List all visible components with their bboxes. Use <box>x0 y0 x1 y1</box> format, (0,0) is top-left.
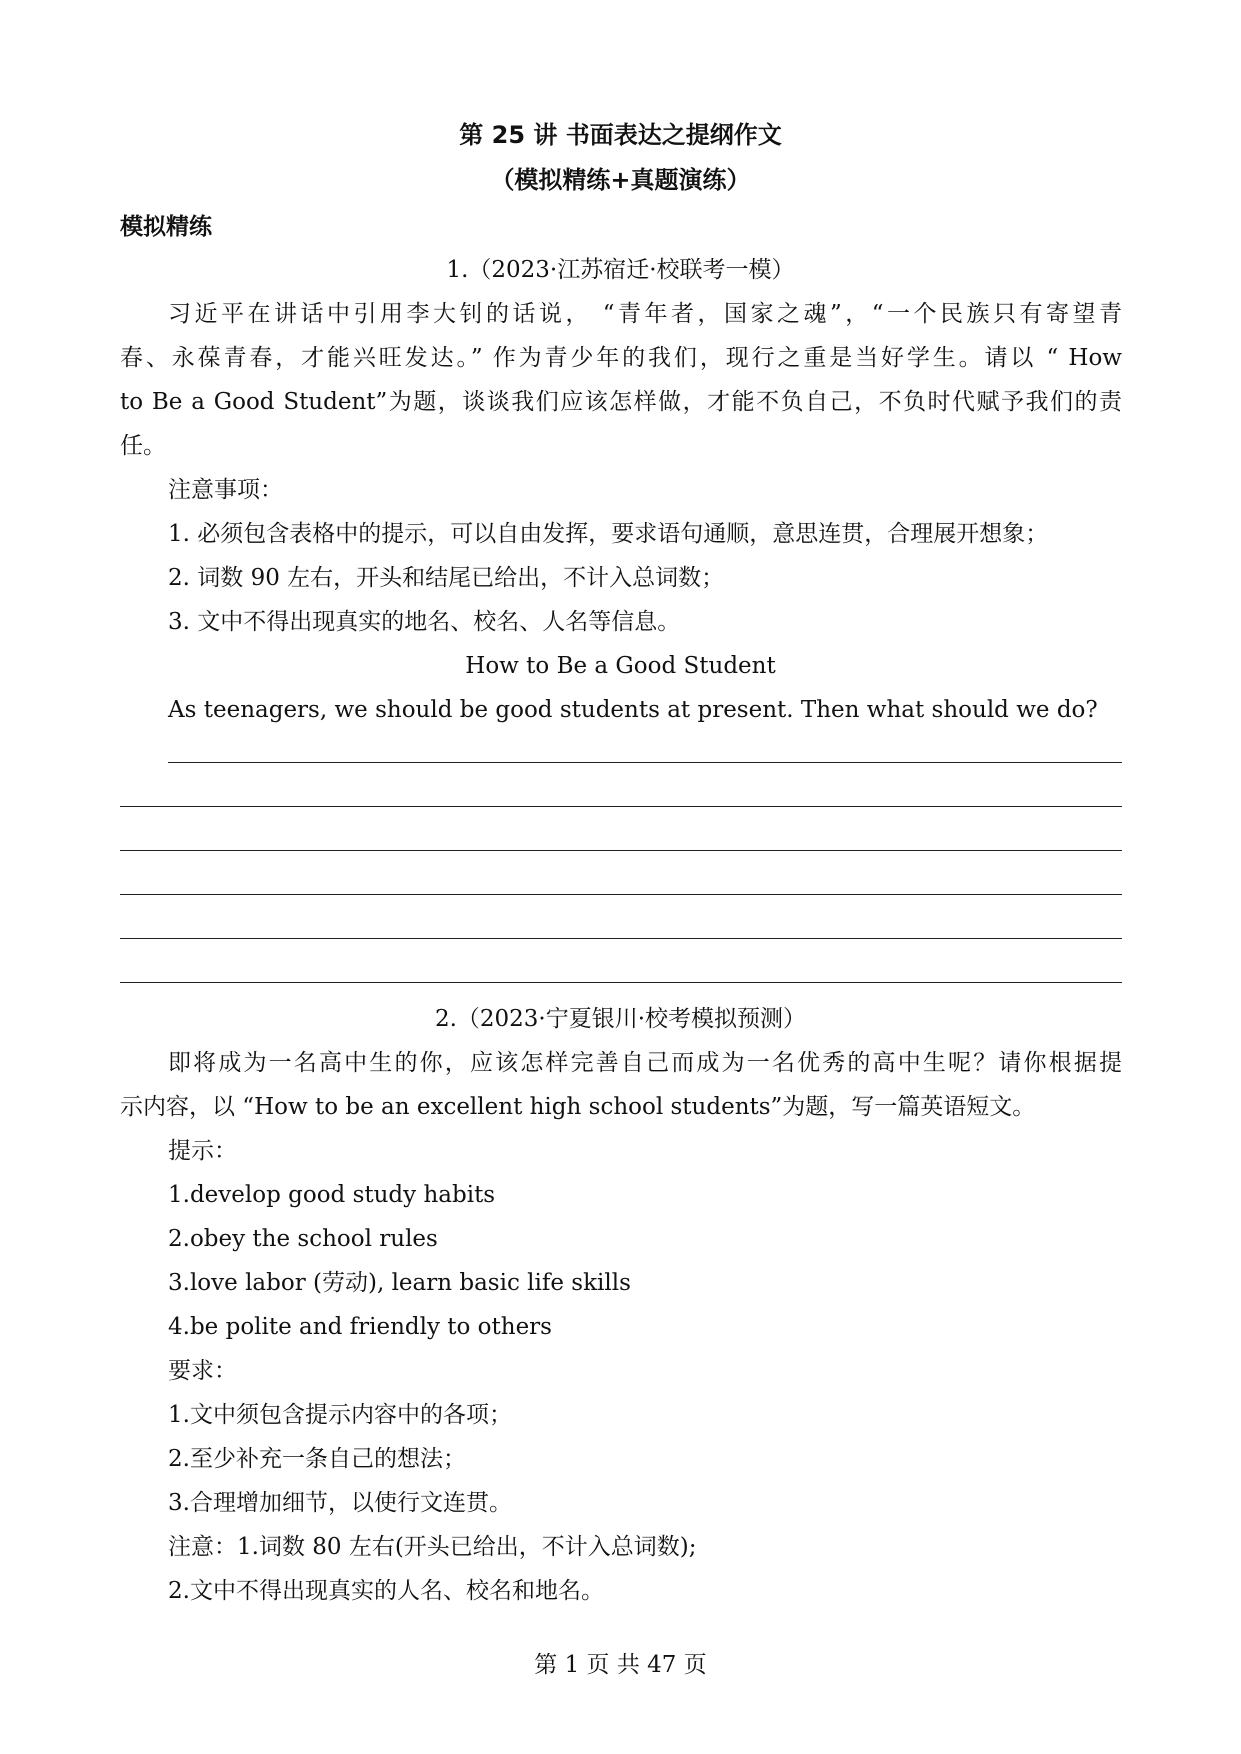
q1-notes-label: 注意事项： <box>168 477 283 503</box>
q2-hint-2: 2.obey the school rules <box>168 1226 438 1252</box>
q1-paragraph-line-1: 习近平在讲话中引用李大钊的话说， “青年者，国家之魂”，“一个民族只有寄望青 <box>168 301 1122 327</box>
answer-line[interactable] <box>120 850 1122 851</box>
q2-paragraph-line-2: 示内容，以 “How to be an excellent high school students”为题，写一篇英语短文。 <box>120 1094 1036 1120</box>
q1-source: 1.（2023·江苏宿迁·校联考一模） <box>446 257 795 283</box>
q1-note-3: 3. 文中不得出现真实的地名、校名、人名等信息。 <box>168 609 681 635</box>
q2-source: 2.（2023·宁夏银川·校考模拟预测） <box>434 1006 807 1032</box>
q1-paragraph-line-2: 春、永葆青春，才能兴旺发达。” 作为青少年的我们，现行之重是当好学生。请以 “ How <box>120 345 1122 371</box>
answer-line[interactable] <box>120 806 1122 807</box>
q2-requirement-2: 2.至少补充一条自己的想法； <box>168 1446 466 1472</box>
q2-requirement-3: 3.合理增加细节，以使行文连贯。 <box>168 1490 512 1516</box>
q1-note-2: 2. 词数 90 左右，开头和结尾已给出，不计入总词数； <box>168 565 725 591</box>
q2-paragraph-line-1: 即将成为一名高中生的你，应该怎样完善自己而成为一名优秀的高中生呢？请你根据提 <box>168 1050 1122 1076</box>
q2-hint-1: 1.develop good study habits <box>168 1182 496 1208</box>
q1-essay-opening: As teenagers, we should be good students at present. Then what should we do? <box>168 697 1098 723</box>
answer-line[interactable] <box>120 894 1122 895</box>
q2-hints-label: 提示： <box>168 1138 237 1164</box>
q2-requirement-1: 1.文中须包含提示内容中的各项； <box>168 1402 512 1428</box>
q1-note-1: 1. 必须包含表格中的提示，可以自由发挥，要求语句通顺，意思连贯，合理展开想象； <box>168 521 1049 547</box>
q2-requirements-label: 要求： <box>168 1358 237 1384</box>
answer-line[interactable] <box>120 938 1122 939</box>
section-heading: 模拟精练 <box>120 214 212 240</box>
q2-hint-3: 3.love labor (劳动), learn basic life skills <box>168 1270 631 1296</box>
q1-essay-title: How to Be a Good Student <box>465 653 776 679</box>
q2-hint-4: 4.be polite and friendly to others <box>168 1314 552 1340</box>
answer-line[interactable] <box>168 762 1122 763</box>
page-title: 第 25 讲 书面表达之提纲作文 <box>459 121 782 149</box>
q2-note-1: 注意：1.词数 80 左右(开头已给出，不计入总词数); <box>168 1534 697 1560</box>
page-footer: 第 1 页 共 47 页 <box>534 1652 707 1678</box>
q1-paragraph-line-3: to Be a Good Student”为题，谈谈我们应该怎样做，才能不负自己，不负时代赋予我们的责 <box>120 389 1122 415</box>
page-subtitle: （模拟精练+真题演练） <box>490 166 751 194</box>
q2-note-2: 2.文中不得出现真实的人名、校名和地名。 <box>168 1578 604 1604</box>
answer-line[interactable] <box>120 982 1122 983</box>
q1-paragraph-line-4: 任。 <box>120 433 166 459</box>
